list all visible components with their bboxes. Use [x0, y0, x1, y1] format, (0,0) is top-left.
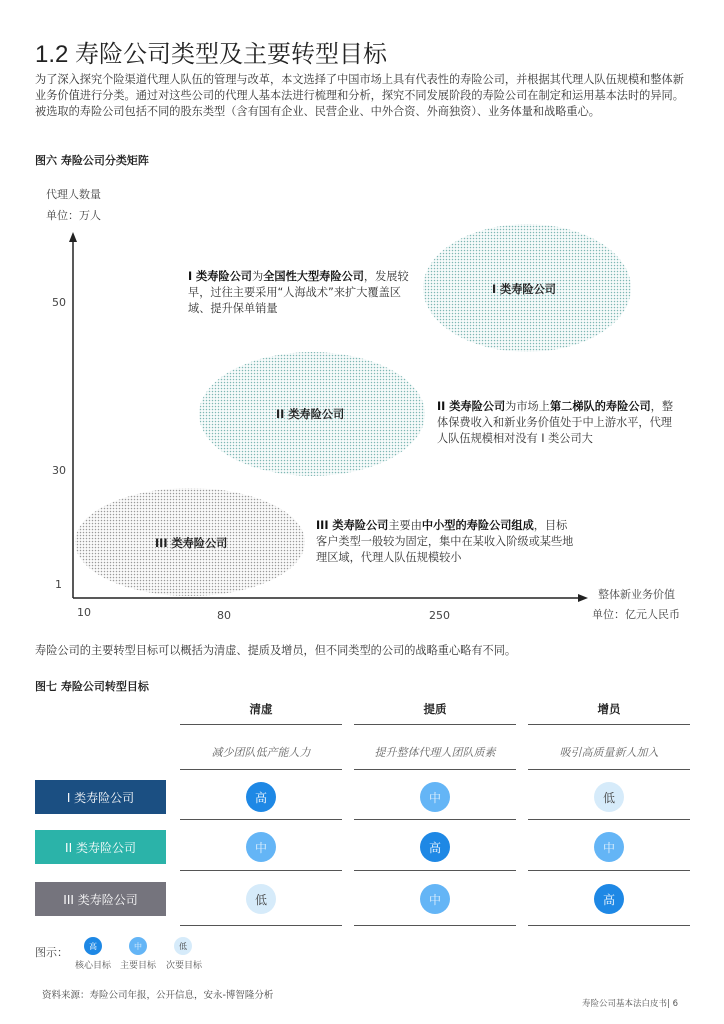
level-badge: 中 [420, 884, 450, 914]
intro-paragraph: 为了深入探究个险渠道代理人队伍的管理与改革，本文选择了中国市场上具有代表性的寿险公司，并根据其代理人队伍规模和整体新业务价值进行分类。通过对这些公司的代理人基本法进行梳理和分析，探究不同发展阶段的寿险公司在制定和运用基本法时的异同。被选取的寿险公司包括不同的股东类型（含有国有企业、民营企业、中外合资、外商独资）、业务体量和战略重心。 [35, 73, 684, 118]
row-label-class1: I 类寿险公司 [35, 780, 166, 814]
divider [354, 724, 516, 725]
legend-badge-low: 低 [174, 937, 192, 955]
class2-description: II 类寿险公司为市场上第二梯队的寿险公司，整体保费收入和新业务价值处于中上游水平，代理人队伍规模相对没有 I 类公司大 [437, 400, 674, 445]
divider [354, 925, 516, 926]
divider [528, 870, 690, 871]
divider [528, 819, 690, 820]
divider [528, 925, 690, 926]
legend-text-mid: 主要目标 [120, 961, 157, 971]
bubble-label-class1: I 类寿险公司 [492, 283, 556, 296]
level-badge: 低 [594, 782, 624, 812]
level-badge: 中 [420, 782, 450, 812]
x-axis-unit: 单位：亿元人民币 [592, 608, 680, 621]
legend-title: 图示： [35, 946, 68, 959]
summary-sentence: 寿险公司的主要转型目标可以概括为清虚、提质及增员，但不同类型的公司的战略重心略有不同。 [35, 644, 517, 657]
column-sub-recruit: 吸引高质量新人加入 [559, 746, 659, 759]
row-label-class2: II 类寿险公司 [35, 830, 166, 864]
legend-text-low: 次要目标 [166, 961, 203, 971]
divider [354, 769, 516, 770]
class1-description: I 类寿险公司为全国性大型寿险公司，发展较早，过往主要采用“人海战术”来扩大覆盖区域、提升保单销量 [188, 270, 409, 315]
divider [354, 870, 516, 871]
level-badge: 高 [594, 884, 624, 914]
divider [354, 819, 516, 820]
column-head-recruit: 增员 [597, 702, 621, 716]
column-head-quality: 提质 [423, 702, 447, 716]
column-sub-quality: 提升整体代理人团队质素 [374, 746, 496, 759]
x-axis-arrow [578, 594, 588, 602]
page-footer: 寿险公司基本法白皮书| 6 [582, 999, 678, 1009]
x-tick-250: 250 [429, 609, 450, 622]
y-tick-30: 30 [52, 464, 66, 477]
bubble-label-class3: III 类寿险公司 [155, 537, 228, 550]
divider [180, 819, 342, 820]
divider [180, 724, 342, 725]
level-badge: 高 [246, 782, 276, 812]
column-sub-clean: 减少团队低产能人力 [211, 746, 311, 759]
y-axis-arrow [69, 232, 77, 242]
row-label-class3: III 类寿险公司 [35, 882, 166, 916]
figure7-label: 图七 寿险公司转型目标 [35, 680, 149, 693]
y-tick-1: 1 [55, 578, 62, 591]
page-title: 1.2 寿险公司类型及主要转型目标 [35, 41, 388, 68]
x-tick-10: 10 [77, 606, 91, 619]
divider [528, 769, 690, 770]
classification-matrix [40, 180, 720, 625]
figure6-label: 图六 寿险公司分类矩阵 [35, 154, 149, 167]
level-badge: 高 [420, 832, 450, 862]
y-axis-title: 代理人数量 [46, 188, 101, 201]
level-badge: 中 [594, 832, 624, 862]
legend-badge-mid: 中 [129, 937, 147, 955]
level-badge: 低 [246, 884, 276, 914]
y-axis-unit: 单位：万人 [46, 209, 101, 222]
divider [180, 769, 342, 770]
class3-description: III 类寿险公司主要由中小型的寿险公司组成，目标客户类型一般较为固定，集中在某收入阶级或某些地理区域，代理人队伍规模较小 [316, 519, 574, 564]
divider [180, 925, 342, 926]
level-badge: 中 [246, 832, 276, 862]
bubble-label-class2: II 类寿险公司 [276, 408, 345, 421]
legend-text-high: 核心目标 [75, 961, 112, 971]
divider [528, 724, 690, 725]
legend-badge-high: 高 [84, 937, 102, 955]
y-tick-50: 50 [52, 296, 66, 309]
x-axis-title: 整体新业务价值 [598, 588, 675, 601]
source-note: 资料来源：寿险公司年报，公开信息，安永-博智隆分析 [42, 990, 274, 1001]
x-tick-80: 80 [217, 609, 231, 622]
divider [180, 870, 342, 871]
column-head-clean: 清虚 [249, 702, 273, 716]
